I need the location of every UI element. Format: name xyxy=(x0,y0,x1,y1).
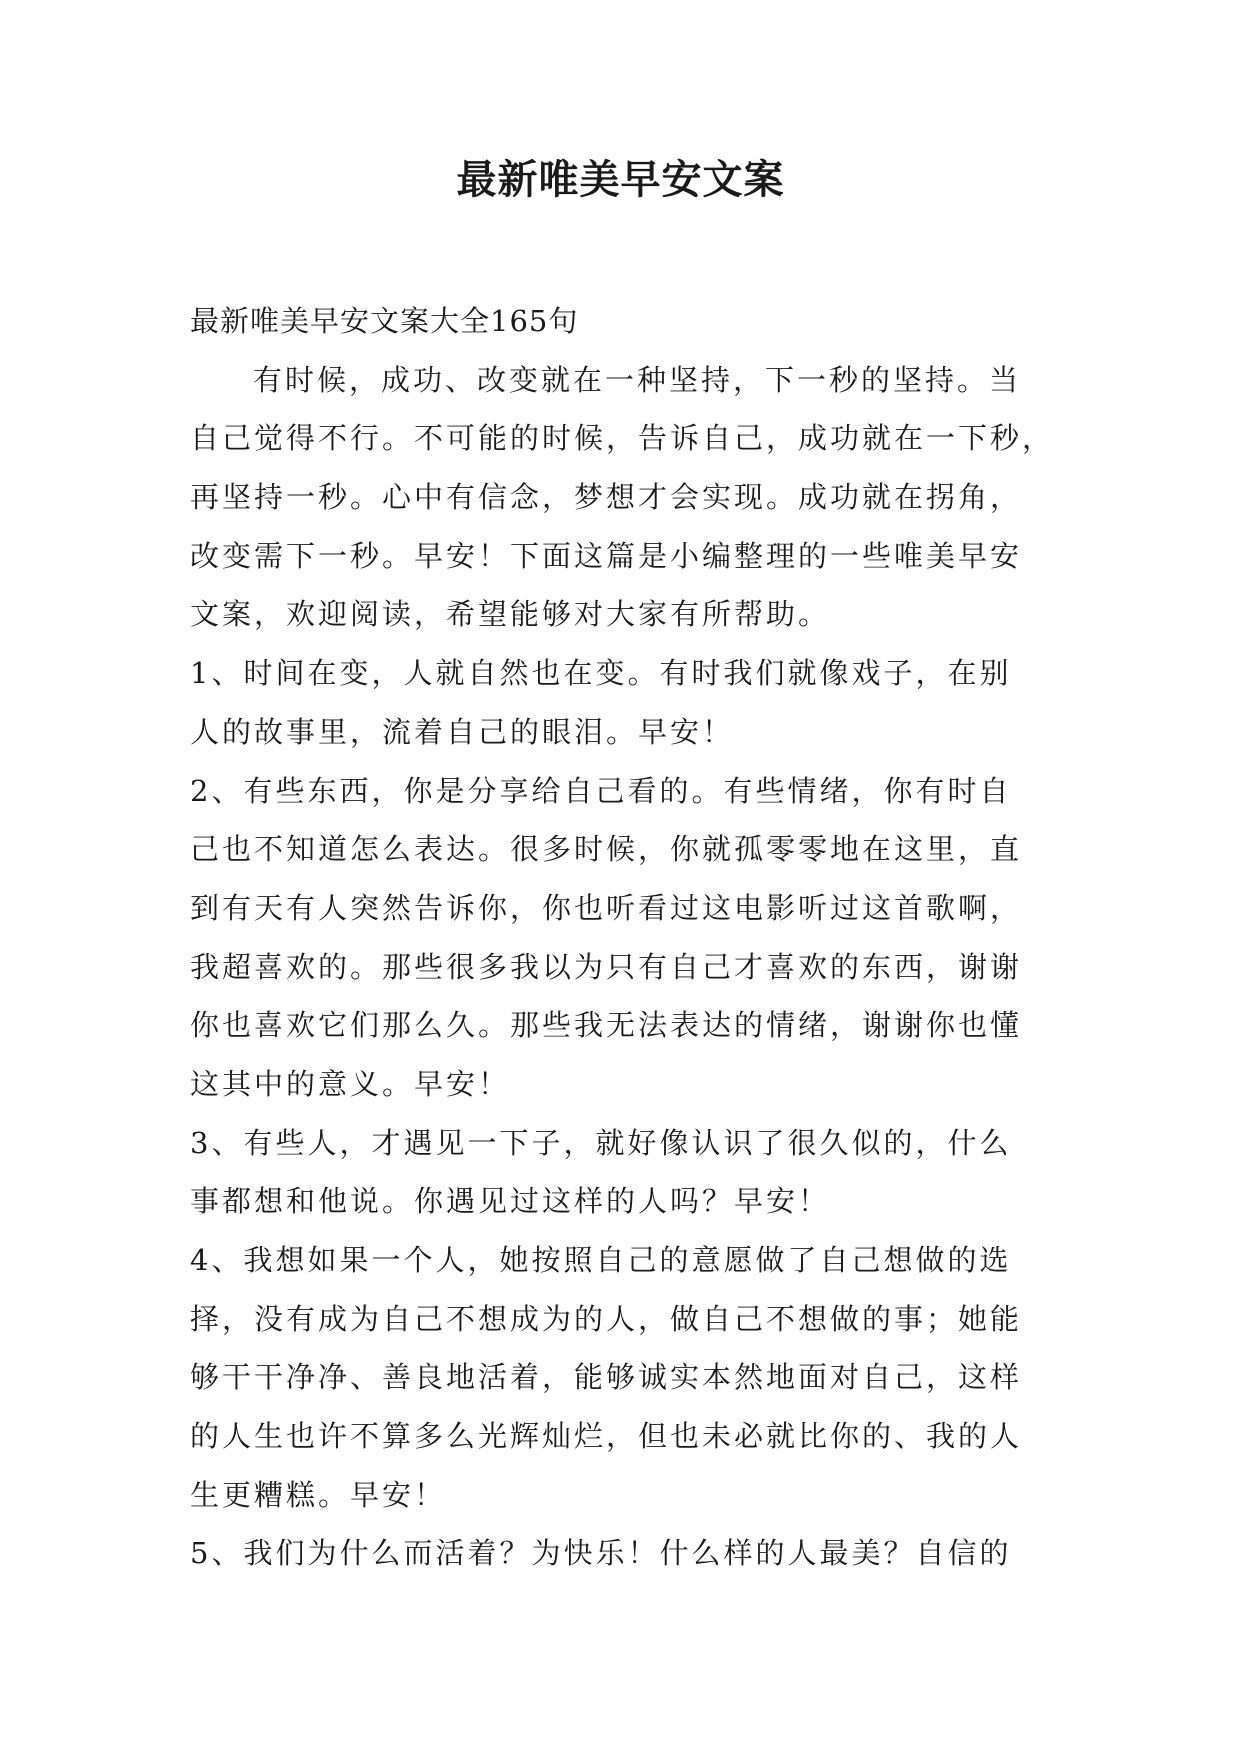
list-item-line: 事都想和他说。你遇见过这样的人吗？早安！ xyxy=(190,1184,831,1219)
intro-line: 再坚持一秒。心中有信念，梦想才会实现。成功就在拐角， xyxy=(190,480,1023,515)
list-item-line: 己也不知道怎么表达。很多时候，你就孤零零地在这里，直 xyxy=(190,832,1023,867)
list-item-line: 你也喜欢它们那么久。那些我无法表达的情绪，谢谢你也懂 xyxy=(190,1008,1023,1043)
intro-line: 有时候，成功、改变就在一种坚持，下一秒的坚持。当 xyxy=(253,362,1022,397)
list-item-3 xyxy=(190,1114,1050,1231)
list-item-line: 到有天有人突然告诉你，你也听看过这电影听过这首歌啊， xyxy=(190,890,1023,925)
document-body xyxy=(190,292,1055,1583)
list-item-line: 3、有些人，才遇见一下子，就好像认识了很久似的，什么 xyxy=(190,1125,1012,1160)
intro-paragraph xyxy=(190,351,1055,644)
list-item-line: 人的故事里，流着自己的眼泪。早安！ xyxy=(190,714,735,749)
list-item-line: 的人生也许不算多么光辉灿烂，但也未必就比你的、我的人 xyxy=(190,1419,1023,1454)
list-item-2 xyxy=(190,762,1050,1114)
intro-line: 文案，欢迎阅读，希望能够对大家有所帮助。 xyxy=(190,597,831,632)
list-item-line: 2、有些东西，你是分享给自己看的。有些情绪，你有时自 xyxy=(190,773,1012,808)
list-item-line: 我超喜欢的。那些很多我以为只有自己才喜欢的东西，谢谢 xyxy=(190,949,1023,984)
list-item-line: 择，没有成为自己不想成为的人，做自己不想做的事；她能 xyxy=(190,1301,1023,1336)
list-item-line: 这其中的意义。早安！ xyxy=(190,1066,511,1101)
list-item-4 xyxy=(190,1231,1050,1524)
document-subtitle: 最新唯美早安文案大全165句 xyxy=(190,304,579,338)
list-item-line: 1、时间在变，人就自然也在变。有时我们就像戏子，在别 xyxy=(190,656,1012,691)
intro-line: 改变需下一秒。早安！下面这篇是小编整理的一些唯美早安 xyxy=(190,538,1023,573)
document-title: 最新唯美早安文案 xyxy=(456,157,785,203)
list-item-5 xyxy=(190,1524,1050,1583)
list-item-line: 够干干净净、善良地活着，能够诚实本然地面对自己，这样 xyxy=(190,1360,1023,1395)
list-item-line: 5、我们为什么而活着？为快乐！什么样的人最美？自信的 xyxy=(190,1536,1012,1571)
list-item-1 xyxy=(190,644,1050,761)
list-item-line: 4、我想如果一个人，她按照自己的意愿做了自己想做的选 xyxy=(190,1243,1012,1277)
list-item-line: 生更糟糕。早安！ xyxy=(190,1477,447,1512)
intro-line: 自己觉得不行。不可能的时候，告诉自己，成功就在一下秒， xyxy=(190,421,1055,456)
